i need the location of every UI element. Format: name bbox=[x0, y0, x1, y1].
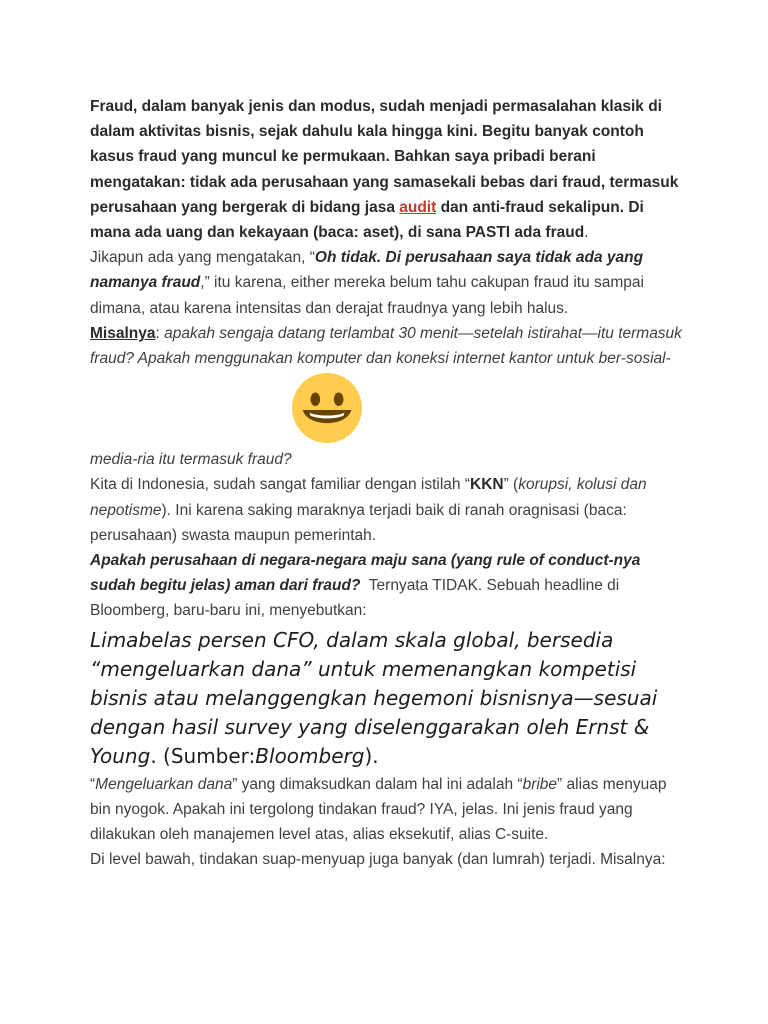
audit-link[interactable]: audit bbox=[399, 198, 437, 216]
paragraph-bribe: “Mengeluarkan dana” yang dimaksudkan dalam hal ini adalah “bribe” alias menyuap bin nyogok. Apakah ini tergolong tindakan fraud? IYA, jelas. Ini jenis fraud yang dilakukan oleh manajemen level atas, alias eksekutif, alias C-suite. bbox=[90, 775, 667, 844]
paragraph-example: Misalnya: apakah sengaja datang terlambat 30 menit—setelah istirahat—itu termasuk fraud? Apakah menggunakan komputer dan koneksi internet kantor untuk ber-sosial- bbox=[90, 324, 682, 368]
example-label: Misalnya bbox=[90, 324, 156, 342]
paragraph-kkn: Kita di Indonesia, sudah sangat familiar dengan istilah “KKN” (korupsi, kolusi dan nepotisme). Ini karena saking maraknya terjadi baik di ranah oragnisasi (baca: perusahaan) swasta maupun pemerintah. bbox=[90, 476, 647, 544]
emoji-row bbox=[90, 371, 682, 447]
paragraph-lower-level: Di level bawah, tindakan suap-menyuap juga banyak (dan lumrah) terjadi. Misalnya: bbox=[90, 851, 666, 869]
paragraph-developed-countries: Apakah perusahaan di negara-negara maju sana (yang rule of conduct-nya sudah begitu jelas) aman dari fraud? Ternyata TIDAK. Sebuah headline di Bloomberg, baru-baru ini, menyebutkan: bbox=[90, 552, 641, 620]
intro-paragraph: Fraud, dalam banyak jenis dan modus, sudah menjadi permasalahan klasik di dalam aktivitas bisnis, sejak dahulu kala hingga kini. Begitu banyak contoh kasus fraud yang muncul ke permukaan. Bahkan saya pribadi berani mengatakan: tidak ada perusahaan yang samasekali bebas dari fraud, termasuk perusahaan yang bergerak di bidang jasa audit dan anti-fraud sekalipun. Di mana ada uang dan kekayaan (baca: aset), di sana PASTI ada fraud. bbox=[90, 98, 679, 242]
article-body bbox=[90, 94, 682, 872]
paragraph-denial: Jikapun ada yang mengatakan, “Oh tidak. Di perusahaan saya tidak ada yang namanya fraud,” itu karena, either mereka belum tahu cakupan fraud itu sampai dimana, atau karena intensitas dan derajat fraudnya yang lebih halus. bbox=[90, 249, 644, 317]
paragraph-example-cont: media-ria itu termasuk fraud? bbox=[90, 451, 292, 469]
grinning-face-emoji-icon bbox=[292, 373, 362, 443]
bloomberg-quote: Limabelas persen CFO, dalam skala global, bersedia “mengeluarkan dana” untuk memenangkan kompetisi bisnis atau melanggengkan hegemoni bisnisnya—sesuai dengan hasil survey yang diselenggarakan oleh Ernst & Young. (Sumber:Bloomberg). bbox=[90, 627, 658, 769]
